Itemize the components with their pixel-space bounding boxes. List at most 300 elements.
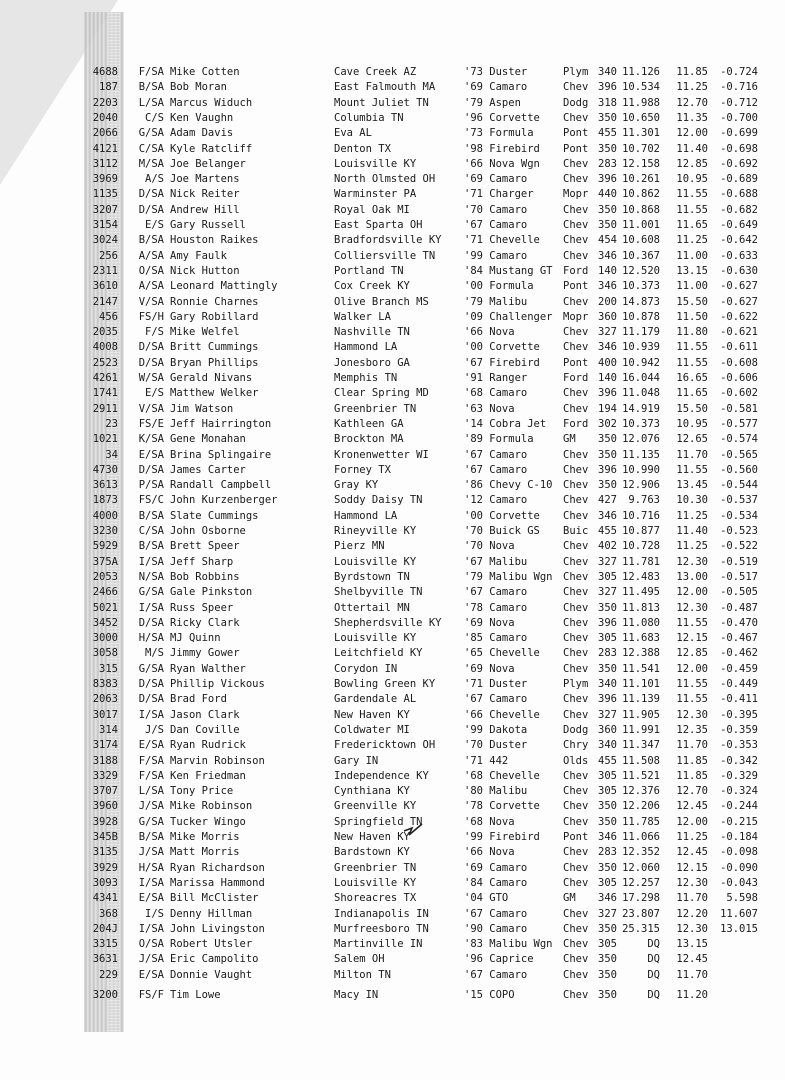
cell-diff: -0.689 <box>720 173 758 186</box>
cell-name: Gene Monahan <box>170 433 246 446</box>
cell-name: Houston Raikes <box>170 234 259 247</box>
cell-city: Colliersville TN <box>334 249 436 262</box>
cell-name: Adam Davis <box>170 127 234 140</box>
cell-diff: -0.627 <box>720 295 758 308</box>
cell-city: Eva AL <box>334 127 372 140</box>
cell-name: Leonard Mattingly <box>170 280 278 293</box>
cell-diff: -0.716 <box>720 81 758 94</box>
cell-make: Pont <box>563 142 589 155</box>
table-row <box>0 401 785 417</box>
cell-num: 23 <box>105 417 118 430</box>
cell-car: '70 Buick GS <box>464 525 540 537</box>
cell-cid: 350 <box>598 989 617 1001</box>
cell-make: Dodg <box>563 96 589 109</box>
cell-make: Ford <box>563 372 589 384</box>
cell-diff: -0.519 <box>720 555 758 568</box>
cell-num: 368 <box>99 907 118 920</box>
cell-car: '70 Camaro <box>464 203 528 216</box>
cell-cls: E/SA <box>138 448 164 461</box>
cell-num: 2063 <box>92 693 118 706</box>
cell-make: Chev <box>563 387 589 400</box>
cell-car: '67 Camaro <box>464 219 528 231</box>
cell-car: '68 Nova <box>464 815 515 828</box>
table-row <box>0 110 785 126</box>
table-row <box>0 64 785 80</box>
cell-diff: -0.724 <box>720 66 758 78</box>
cell-num: 4121 <box>92 142 118 155</box>
cell-car: '65 Chevelle <box>464 647 540 660</box>
cell-num: 1873 <box>92 494 118 507</box>
table-row <box>0 630 785 646</box>
cell-make: Pont <box>563 356 589 369</box>
cell-name: John Osborne <box>170 525 246 537</box>
cell-et: 10.373 <box>622 280 660 293</box>
cell-dial: 11.70 <box>676 448 708 461</box>
cell-dial: 11.25 <box>676 540 708 553</box>
cell-car: '80 Malibu <box>464 785 528 798</box>
cell-diff: -0.523 <box>720 525 758 537</box>
cell-cid: 346 <box>598 892 617 905</box>
cell-et: 16.044 <box>622 372 660 384</box>
cell-make: Chev <box>563 693 589 706</box>
cell-diff: -0.560 <box>720 463 758 476</box>
cell-car: '67 Camaro <box>464 463 528 476</box>
table-row <box>0 416 785 432</box>
cell-make: Mopr <box>563 310 589 323</box>
cell-cls: C/S <box>145 111 164 124</box>
cell-et: 10.990 <box>622 463 660 476</box>
cell-name: Jeff Sharp <box>170 555 234 568</box>
cell-name: Marissa Hammond <box>170 876 265 889</box>
cell-diff: -0.353 <box>720 739 758 752</box>
cell-city: Shepherdsville KY <box>334 616 442 629</box>
cell-et: 10.261 <box>622 173 660 186</box>
cell-city: Kathleen GA <box>334 417 404 430</box>
cell-car: '15 COPO <box>464 989 515 1001</box>
cell-name: Jim Watson <box>170 402 234 415</box>
cell-cls: W/SA <box>138 372 164 384</box>
cell-car: '00 Corvette <box>464 341 540 354</box>
cell-cls: B/SA <box>138 540 164 553</box>
cell-make: Chev <box>563 463 589 476</box>
cell-cls: F/SA <box>138 769 164 782</box>
cell-num: 3200 <box>92 989 118 1001</box>
cell-diff: -0.627 <box>720 280 758 293</box>
table-row <box>0 232 785 248</box>
cell-cid: 346 <box>598 509 617 522</box>
table-row <box>0 645 785 661</box>
cell-dial: 12.45 <box>676 800 708 813</box>
cell-dial: 11.55 <box>676 693 708 706</box>
cell-cid: 340 <box>598 739 617 752</box>
cell-num: 4730 <box>92 463 118 476</box>
table-row <box>0 538 785 554</box>
cell-et: 12.376 <box>622 785 660 798</box>
cell-make: Chev <box>563 234 589 247</box>
cell-city: Greenbrier TN <box>334 861 417 874</box>
cell-cid: 396 <box>598 693 617 706</box>
cell-name: Nick Hutton <box>170 264 240 277</box>
cell-diff: -0.699 <box>720 127 758 140</box>
cell-et: DQ <box>647 989 660 1001</box>
cell-city: Royal Oak MI <box>334 203 410 216</box>
cell-num: 345B <box>92 831 118 843</box>
cell-dial: 11.55 <box>676 616 708 629</box>
table-row <box>0 676 785 692</box>
cell-cls: D/SA <box>138 463 164 476</box>
cell-cid: 305 <box>598 785 617 798</box>
cell-num: 5021 <box>92 601 118 614</box>
cell-cls: E/S <box>145 219 164 231</box>
cell-cls: FS/E <box>138 417 164 430</box>
cell-cls: FS/F <box>138 989 164 1001</box>
cell-name: Mike Morris <box>170 831 240 843</box>
cell-et: 12.906 <box>622 479 660 492</box>
table-row <box>0 722 785 738</box>
cell-city: Clear Spring MD <box>334 387 429 400</box>
cell-cls: B/SA <box>138 81 164 94</box>
cell-et: 11.101 <box>622 678 660 690</box>
cell-num: 3631 <box>92 953 118 966</box>
cell-name: Denny Hillman <box>170 907 253 920</box>
table-row <box>0 921 785 937</box>
cell-num: 3000 <box>92 632 118 645</box>
cell-num: 3017 <box>92 708 118 721</box>
cell-num: 1021 <box>92 433 118 446</box>
cell-num: 1741 <box>92 387 118 400</box>
cell-diff: -0.574 <box>720 433 758 446</box>
cell-et: 10.608 <box>622 234 660 247</box>
cell-num: 3230 <box>92 525 118 537</box>
cell-car: '69 Camaro <box>464 861 528 874</box>
cell-name: Jason Clark <box>170 708 240 721</box>
cell-name: Matt Morris <box>170 846 240 859</box>
cell-dial: 12.15 <box>676 861 708 874</box>
cell-cls: G/SA <box>138 586 164 599</box>
cell-name: Gerald Nivans <box>170 372 253 384</box>
cell-cls: A/SA <box>138 280 164 293</box>
cell-name: Jeff Hairrington <box>170 417 272 430</box>
cell-cls: M/S <box>145 647 164 660</box>
cell-city: Martinville IN <box>334 938 423 951</box>
cell-dial: 11.25 <box>676 234 708 247</box>
table-row <box>0 844 785 860</box>
cell-et: 11.495 <box>622 586 660 599</box>
cell-name: Gale Pinkston <box>170 586 253 599</box>
cell-cls: D/SA <box>138 341 164 354</box>
cell-num: 1135 <box>92 188 118 201</box>
cell-make: Chev <box>563 907 589 920</box>
cell-make: Ford <box>563 417 589 430</box>
cell-num: 3928 <box>92 815 118 828</box>
table-row <box>0 141 785 157</box>
cell-num: 3329 <box>92 769 118 782</box>
cell-diff: -0.517 <box>720 570 758 583</box>
cell-car: '83 Malibu Wgn <box>464 938 553 951</box>
cell-cls: V/SA <box>138 295 164 308</box>
cell-name: Matthew Welker <box>170 387 259 400</box>
cell-car: '68 Chevelle <box>464 769 540 782</box>
table-row <box>0 202 785 218</box>
cell-cid: 283 <box>598 846 617 859</box>
cell-cid: 327 <box>598 326 617 339</box>
cell-make: Chev <box>563 111 589 124</box>
cell-city: Shoreacres TX <box>334 892 417 905</box>
cell-city: Mount Juliet TN <box>334 96 429 109</box>
cell-diff: -0.698 <box>720 142 758 155</box>
cell-cid: 396 <box>598 463 617 476</box>
cell-num: 3707 <box>92 785 118 798</box>
cell-cls: D/SA <box>138 203 164 216</box>
cell-diff: -0.577 <box>720 417 758 430</box>
cell-car: '91 Ranger <box>464 372 528 384</box>
cell-num: 3024 <box>92 234 118 247</box>
cell-city: Rineyville KY <box>334 525 417 537</box>
cell-et: 11.508 <box>622 754 660 767</box>
cell-et: 10.702 <box>622 142 660 155</box>
cell-num: 2053 <box>92 570 118 583</box>
cell-name: Britt Cummings <box>170 341 259 354</box>
cell-name: Ryan Rudrick <box>170 739 246 752</box>
cell-car: '71 442 <box>464 754 509 767</box>
cell-num: 3315 <box>92 938 118 951</box>
cell-make: Plym <box>563 66 589 78</box>
cell-num: 2203 <box>92 96 118 109</box>
cell-num: 2035 <box>92 326 118 339</box>
cell-cid: 455 <box>598 754 617 767</box>
cell-city: Hammond LA <box>334 341 398 354</box>
cell-dial: 12.45 <box>676 846 708 859</box>
handwritten-check-mark <box>402 822 424 836</box>
cell-name: Bob Robbins <box>170 570 240 583</box>
cell-cid: 440 <box>598 188 617 201</box>
cell-num: 3207 <box>92 203 118 216</box>
cell-num: 5929 <box>92 540 118 553</box>
cell-cid: 346 <box>598 280 617 293</box>
cell-name: Randall Campbell <box>170 479 272 492</box>
cell-cid: 302 <box>598 417 617 430</box>
cell-car: '99 Dakota <box>464 723 528 736</box>
cell-cls: J/S <box>145 723 164 736</box>
cell-name: Tucker Wingo <box>170 815 246 828</box>
cell-dial: 11.85 <box>676 769 708 782</box>
cell-cid: 350 <box>598 968 617 981</box>
cell-dial: 11.85 <box>676 754 708 767</box>
table-row <box>0 691 785 707</box>
cell-cls: B/SA <box>138 509 164 522</box>
cell-et: 10.373 <box>622 417 660 430</box>
cell-cls: L/SA <box>138 96 164 109</box>
cell-diff: -0.098 <box>720 846 758 859</box>
cell-diff: 11.607 <box>720 907 758 920</box>
cell-diff: -0.090 <box>720 861 758 874</box>
cell-num: 315 <box>99 662 118 675</box>
cell-cid: 350 <box>598 203 617 216</box>
cell-city: Murfreesboro TN <box>334 922 429 935</box>
cell-car: '78 Corvette <box>464 800 540 813</box>
cell-dial: 11.70 <box>676 968 708 981</box>
cell-car: '66 Nova <box>464 326 515 339</box>
cell-name: Jimmy Gower <box>170 647 240 660</box>
cell-dial: 12.30 <box>676 922 708 935</box>
table-row <box>0 324 785 340</box>
table-row <box>0 248 785 264</box>
table-row <box>0 569 785 585</box>
cell-et: 9.763 <box>628 494 660 507</box>
cell-car: '00 Formula <box>464 280 534 293</box>
cell-diff: -0.359 <box>720 723 758 736</box>
cell-cid: 346 <box>598 341 617 354</box>
cell-car: '67 Camaro <box>464 693 528 706</box>
cell-car: '79 Malibu <box>464 295 528 308</box>
cell-city: Greenbrier TN <box>334 402 417 415</box>
cell-cls: C/SA <box>138 142 164 155</box>
cell-cls: E/SA <box>138 968 164 981</box>
cell-car: '71 Chevelle <box>464 234 540 247</box>
cell-num: 3058 <box>92 647 118 660</box>
cell-cls: I/SA <box>138 555 164 568</box>
cell-make: Chev <box>563 157 589 170</box>
cell-cid: 283 <box>598 647 617 660</box>
cell-num: 3154 <box>92 219 118 231</box>
cell-city: Salem OH <box>334 953 385 966</box>
cell-et: 12.206 <box>622 800 660 813</box>
table-row <box>0 278 785 294</box>
cell-num: 4008 <box>92 341 118 354</box>
cell-cls: J/SA <box>138 846 164 859</box>
cell-make: GM <box>563 892 576 905</box>
cell-dial: 15.50 <box>676 402 708 415</box>
cell-make: Chev <box>563 662 589 675</box>
cell-diff: -0.621 <box>720 326 758 339</box>
cell-name: Phillip Vickous <box>170 678 265 690</box>
cell-cid: 346 <box>598 831 617 843</box>
cell-dial: 13.00 <box>676 570 708 583</box>
cell-car: '98 Firebird <box>464 142 540 155</box>
cell-cls: D/SA <box>138 693 164 706</box>
cell-cls: H/SA <box>138 861 164 874</box>
cell-name: Amy Faulk <box>170 249 227 262</box>
cell-city: East Sparta OH <box>334 219 423 231</box>
cell-name: Marcus Widuch <box>170 96 253 109</box>
cell-name: Tim Lowe <box>170 989 221 1001</box>
cell-name: Mike Welfel <box>170 326 240 339</box>
cell-et: 11.301 <box>622 127 660 140</box>
cell-city: Hammond LA <box>334 509 398 522</box>
cell-city: Olive Branch MS <box>334 295 429 308</box>
table-row <box>0 156 785 172</box>
cell-num: 3112 <box>92 157 118 170</box>
cell-name: MJ Quinn <box>170 632 221 645</box>
table-row <box>0 508 785 524</box>
cell-num: 3452 <box>92 616 118 629</box>
cell-diff: -0.395 <box>720 708 758 721</box>
cell-et: 11.135 <box>622 448 660 461</box>
cell-dial: 11.55 <box>676 203 708 216</box>
cell-make: Dodg <box>563 723 589 736</box>
cell-et: 11.991 <box>622 723 660 736</box>
cell-cls: F/SA <box>138 66 164 78</box>
cell-city: Bardstown KY <box>334 846 410 859</box>
cell-dial: 11.70 <box>676 739 708 752</box>
cell-dial: 12.30 <box>676 876 708 889</box>
cell-cid: 402 <box>598 540 617 553</box>
cell-dial: 11.40 <box>676 525 708 537</box>
cell-diff: -0.324 <box>720 785 758 798</box>
cell-car: '00 Corvette <box>464 509 540 522</box>
cell-car: '71 Duster <box>464 678 528 690</box>
table-row <box>0 370 785 386</box>
table-row <box>0 987 785 1003</box>
cell-cls: D/SA <box>138 356 164 369</box>
cell-city: Cynthiana KY <box>334 785 410 798</box>
cell-et: 14.873 <box>622 295 660 308</box>
cell-car: '99 Camaro <box>464 249 528 262</box>
cell-make: Chev <box>563 616 589 629</box>
cell-diff: -0.642 <box>720 234 758 247</box>
cell-name: James Carter <box>170 463 246 476</box>
cell-make: Chev <box>563 509 589 522</box>
cell-city: Forney TX <box>334 463 391 476</box>
cell-cid: 360 <box>598 723 617 736</box>
cell-make: Chev <box>563 800 589 813</box>
cell-diff: -0.459 <box>720 662 758 675</box>
cell-name: Kyle Ratcliff <box>170 142 253 155</box>
cell-et: 10.716 <box>622 509 660 522</box>
cell-cls: M/SA <box>138 157 164 170</box>
cell-num: 4261 <box>92 372 118 384</box>
cell-cls: D/SA <box>138 188 164 201</box>
cell-car: '66 Nova Wgn <box>464 157 540 170</box>
cell-dial: 11.00 <box>676 249 708 262</box>
cell-cls: I/SA <box>138 922 164 935</box>
cell-car: '69 Camaro <box>464 173 528 186</box>
cell-make: Chev <box>563 540 589 553</box>
cell-car: '96 Caprice <box>464 953 534 966</box>
cell-city: North Olmsted OH <box>334 173 436 186</box>
cell-et: 10.367 <box>622 249 660 262</box>
cell-dial: 12.20 <box>676 907 708 920</box>
cell-cls: O/SA <box>138 938 164 951</box>
cell-car: '67 Camaro <box>464 907 528 920</box>
cell-car: '73 Formula <box>464 127 534 140</box>
cell-cid: 350 <box>598 433 617 446</box>
cell-name: Slate Cummings <box>170 509 259 522</box>
cell-et: 11.126 <box>622 66 660 78</box>
cell-diff: -0.700 <box>720 111 758 124</box>
cell-dial: 16.65 <box>676 372 708 384</box>
cell-diff: -0.449 <box>720 678 758 690</box>
cell-diff: -0.622 <box>720 310 758 323</box>
cell-car: '68 Camaro <box>464 387 528 400</box>
cell-cls: FS/C <box>138 494 164 507</box>
table-row <box>0 79 785 95</box>
cell-make: Pont <box>563 280 589 293</box>
cell-car: '70 Duster <box>464 739 528 752</box>
cell-cls: L/SA <box>138 785 164 798</box>
cell-cls: I/SA <box>138 708 164 721</box>
cell-name: Russ Speer <box>170 601 234 614</box>
cell-diff: -0.602 <box>720 387 758 400</box>
cell-cid: 140 <box>598 372 617 384</box>
cell-dial: 12.65 <box>676 433 708 446</box>
cell-make: Chev <box>563 938 589 951</box>
cell-et: 10.862 <box>622 188 660 201</box>
cell-make: Chev <box>563 769 589 782</box>
cell-et: 11.813 <box>622 601 660 614</box>
cell-diff: 13.015 <box>720 922 758 935</box>
cell-et: DQ <box>647 953 660 966</box>
